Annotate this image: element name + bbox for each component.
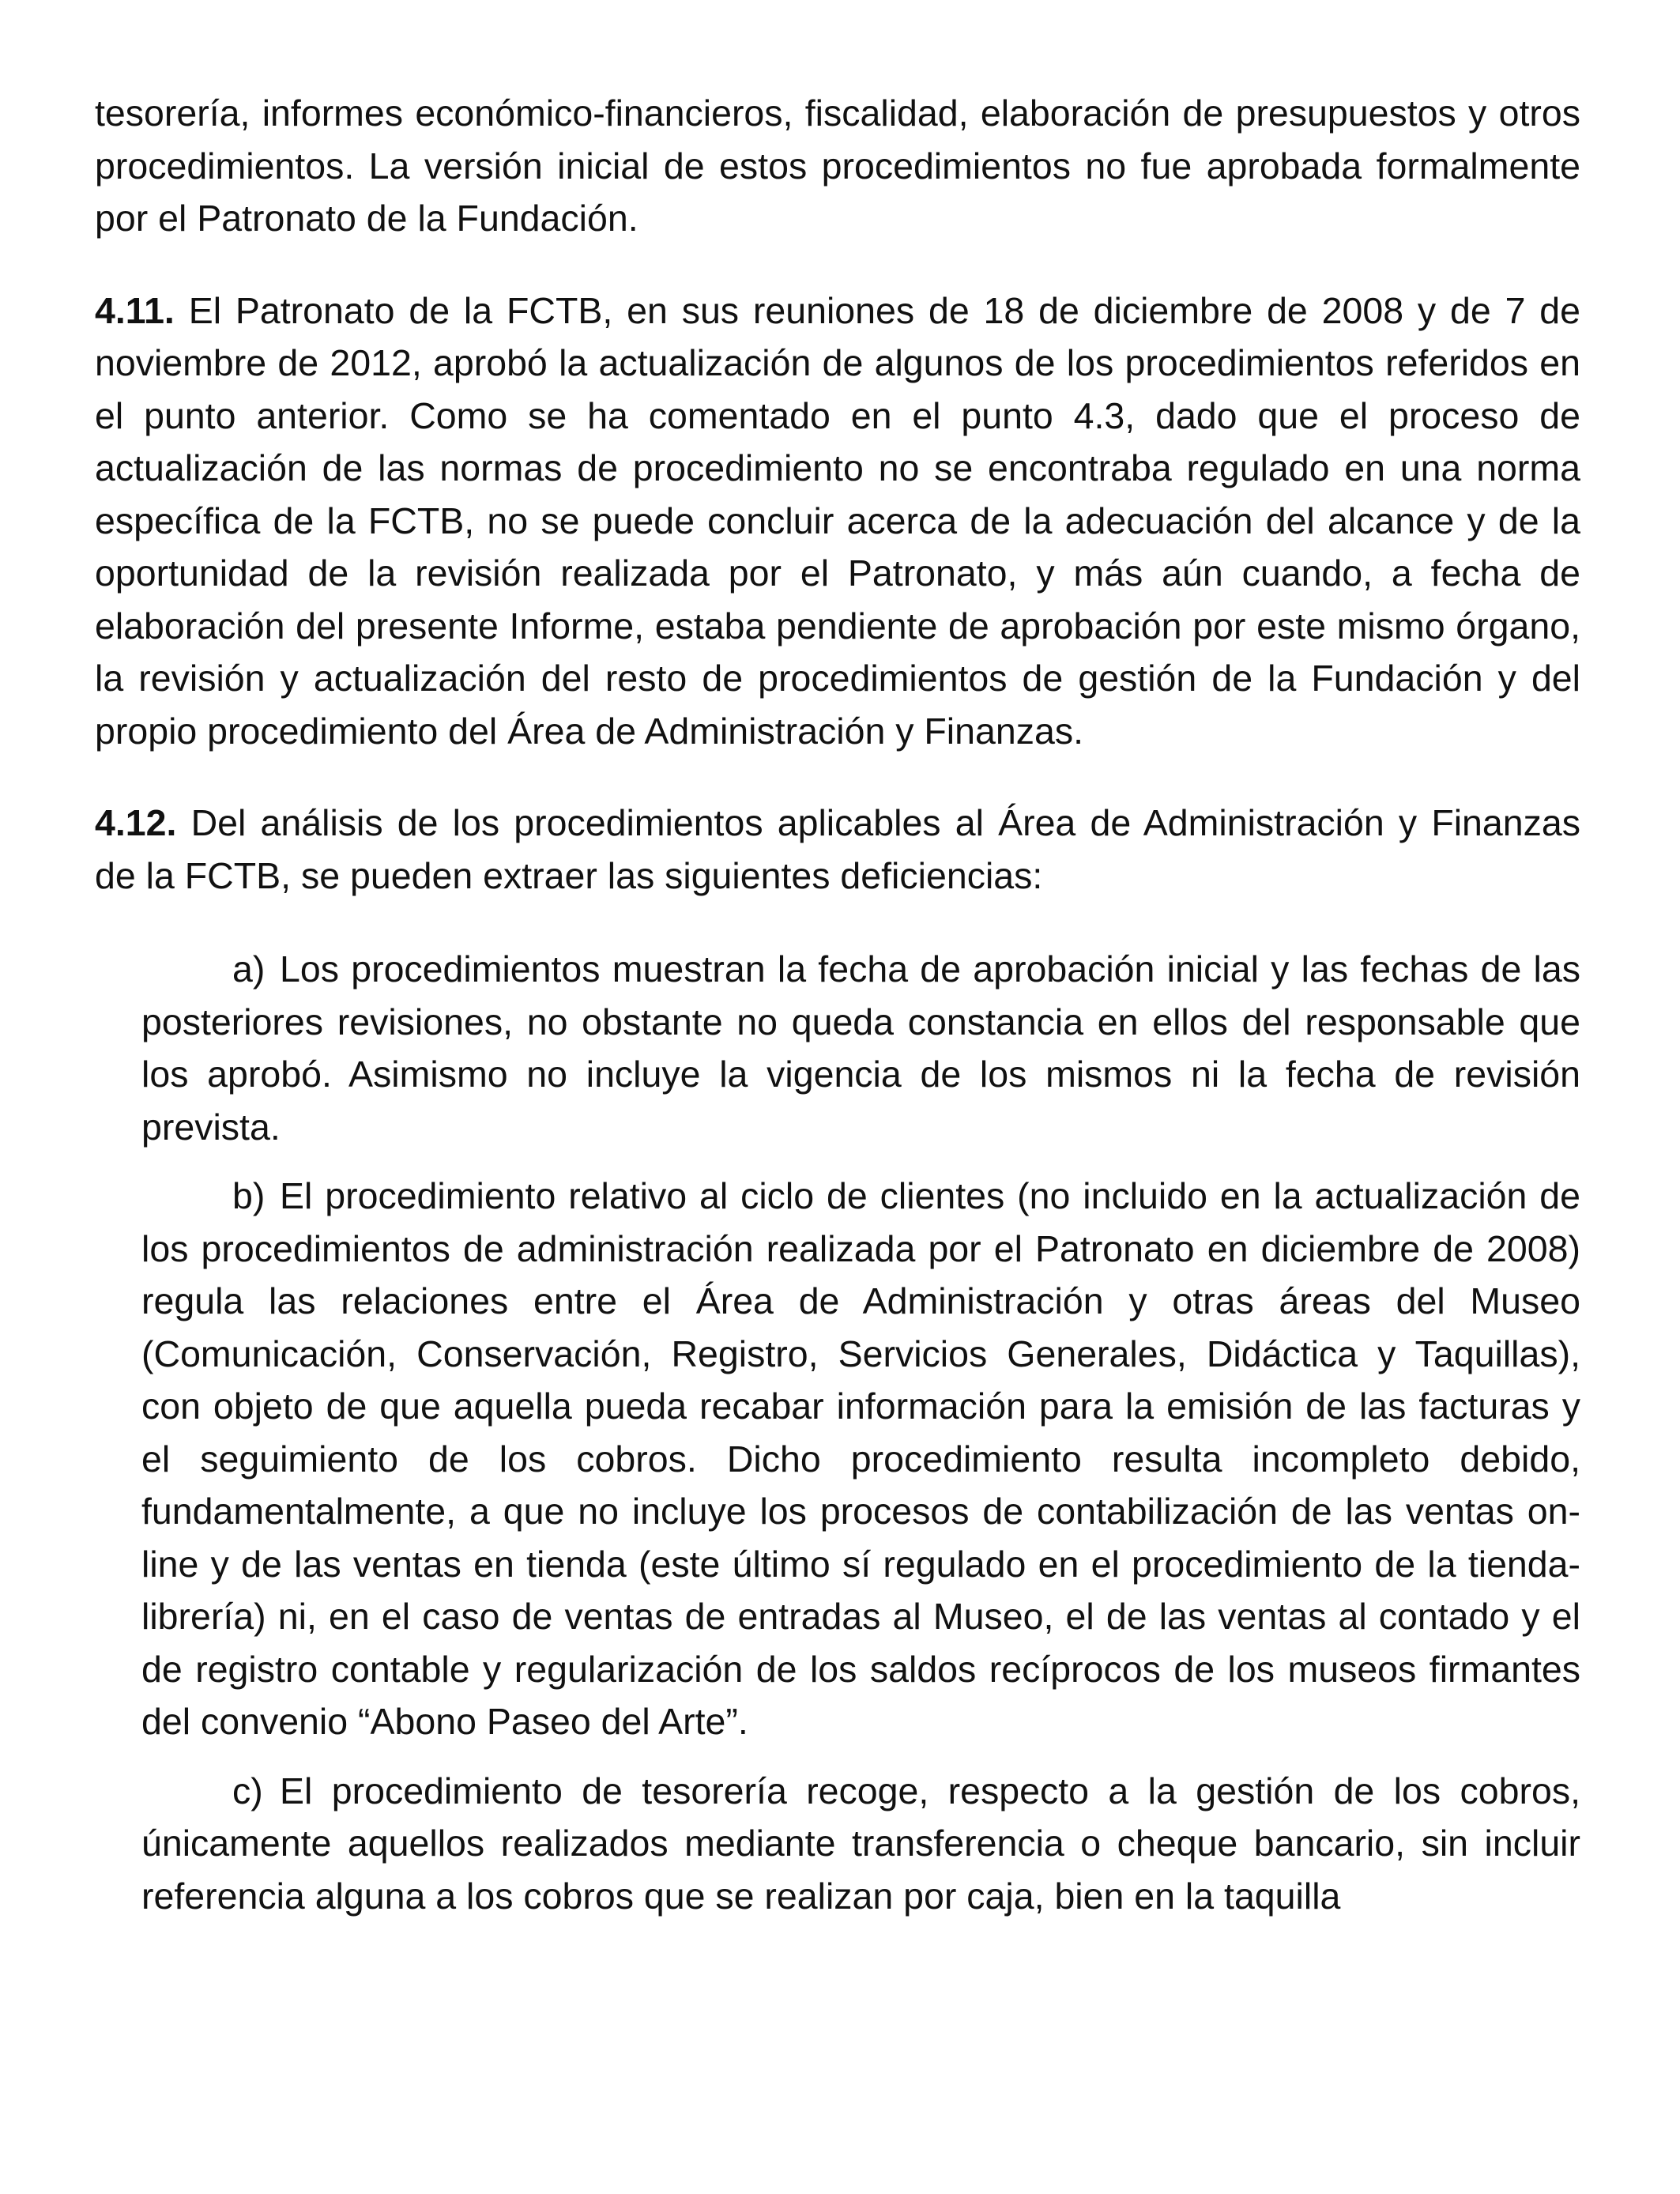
list-item-text: El procedimiento relativo al ciclo de clientes (no incluido en la actualización de los procedimientos de administración realizada por el Patronato en diciembre de 2008) regula las relaciones entre el Área de Administración y otras áreas del Museo (Comunicación, Conservación, Registro, Servicios Generales, Didáctica y Taquillas), con objeto de que aquella pueda recabar información para la emisión de las facturas y el seguimiento de los cobros. Dicho procedimiento resulta incompleto debido, fundamentalmente, a que no incluye los procesos de contabilización de las ventas on-line y de las ventas en tienda (este último sí regulado en el procedimiento de la tienda-librería) ni, en el caso de ventas de entradas al Museo, el de las ventas al contado y el de registro contable y regularización de los saldos recíprocos de los museos firmantes del convenio “Abono Paseo del Arte”. — [141, 1175, 1580, 1742]
paragraph-continuation: tesorería, informes económico-financieros, fiscalidad, elaboración de presupuestos y otros procedimientos. La versión inicial de estos procedimientos no fue aprobada formalmente por el Patronato de la Fundación. — [95, 92, 1580, 239]
paragraph-text: Del análisis de los procedimientos aplicables al Área de Administración y Finanzas de la FCTB, se pueden extraer las siguientes deficiencias: — [95, 802, 1580, 896]
section-number: 4.11. — [95, 289, 175, 331]
list-item-text: Los procedimientos muestran la fecha de aprobación inicial y las fechas de las posteriores revisiones, no obstante no queda constancia en ellos del responsable que los aprobó. Asimismo no incluye la vigencia de los mismos ni la fecha de revisión prevista. — [141, 948, 1580, 1148]
section-number: 4.12. — [95, 802, 177, 843]
list-item — [141, 943, 1580, 1153]
paragraph-4-11 — [95, 285, 1580, 758]
paragraph-text: El Patronato de la FCTB, en sus reuniones de 18 de diciembre de 2008 y de 7 de noviembre de 2012, aprobó la actualización de algunos de los procedimientos referidos en el punto anterior. Como se ha comentado en el punto 4.3, dado que el proceso de actualización de las normas de procedimiento no se encontraba regulado en una norma específica de la FCTB, no se puede concluir acerca de la adecuación del alcance y de la oportunidad de la revisión realizada por el Patronato, y más aún cuando, a fecha de elaboración del presente Informe, estaba pendiente de aprobación por este mismo órgano, la revisión y actualización del resto de procedimientos de gestión de la Fundación y del propio procedimiento del Área de Administración y Finanzas. — [95, 289, 1580, 752]
paragraph-4-12 — [95, 797, 1580, 902]
list-item — [141, 1170, 1580, 1748]
list-item — [141, 1765, 1580, 1923]
list-letter: c) — [232, 1770, 263, 1811]
list-letter: b) — [232, 1175, 266, 1216]
list-letter: a) — [232, 948, 266, 990]
document-page — [95, 87, 1580, 1922]
list-item-text: El procedimiento de tesorería recoge, respecto a la gestión de los cobros, únicamente aquellos realizados mediante transferencia o cheque bancario, sin incluir referencia alguna a los cobros que se realizan por caja, bien en la taquilla — [141, 1770, 1580, 1917]
